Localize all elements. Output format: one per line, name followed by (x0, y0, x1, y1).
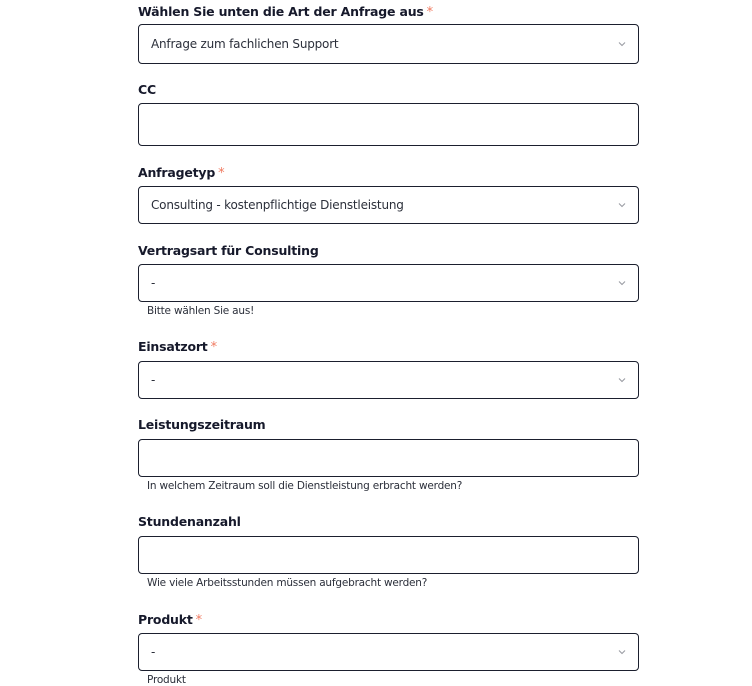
service-period-label (138, 416, 639, 434)
hours-help: Wie viele Arbeitsstunden müssen aufgebracht werden? (147, 577, 428, 589)
request-kind-value: Anfrage zum fachlichen Support (151, 37, 339, 51)
chevron-down-icon (618, 41, 626, 47)
service-period-input[interactable] (138, 439, 639, 477)
contract-type-select[interactable] (138, 264, 639, 302)
field-product (138, 611, 639, 686)
field-location (138, 338, 639, 387)
required-asterisk: * (210, 340, 217, 355)
chevron-down-icon (618, 280, 626, 286)
chevron-down-icon (618, 202, 626, 208)
required-asterisk: * (426, 5, 433, 20)
service-period-help: In welchem Zeitraum soll die Dienstleistung erbracht werden? (147, 480, 463, 492)
required-asterisk: * (218, 166, 225, 181)
contract-type-label (138, 242, 639, 260)
location-label (138, 338, 639, 356)
product-select[interactable] (138, 633, 639, 671)
hours-input[interactable] (138, 536, 639, 574)
location-value: - (151, 373, 156, 387)
product-label (138, 611, 639, 629)
required-asterisk: * (195, 613, 202, 628)
service-period-label-text: Leistungszeitraum (138, 417, 266, 432)
contract-type-help: Bitte wählen Sie aus! (147, 305, 255, 317)
hours-label (138, 513, 639, 531)
request-type-value: Consulting - kostenpflichtige Dienstleistung (151, 198, 404, 212)
product-label-text: Produkt (138, 612, 193, 627)
field-request-type (138, 164, 639, 212)
request-type-select[interactable] (138, 186, 639, 224)
request-kind-label-text: Wählen Sie unten die Art der Anfrage aus (138, 4, 424, 19)
cc-label-text: CC (138, 82, 156, 97)
hours-label-text: Stundenanzahl (138, 514, 241, 529)
request-kind-label (138, 3, 639, 21)
field-request-kind (138, 3, 639, 51)
cc-label (138, 81, 639, 99)
location-label-text: Einsatzort (138, 339, 208, 354)
field-service-period (138, 416, 639, 492)
chevron-down-icon (618, 377, 626, 383)
field-hours (138, 513, 639, 589)
contract-type-label-text: Vertragsart für Consulting (138, 243, 319, 258)
field-contract-type (138, 242, 639, 317)
chevron-down-icon (618, 649, 626, 655)
product-help: Produkt (147, 674, 186, 686)
location-select[interactable] (138, 361, 639, 399)
request-kind-select[interactable] (138, 24, 639, 64)
request-type-label (138, 164, 639, 182)
request-type-label-text: Anfragetyp (138, 165, 216, 180)
contract-type-value: - (151, 276, 156, 290)
cc-input[interactable] (138, 103, 639, 146)
field-cc (138, 81, 639, 99)
product-value: - (151, 645, 156, 659)
